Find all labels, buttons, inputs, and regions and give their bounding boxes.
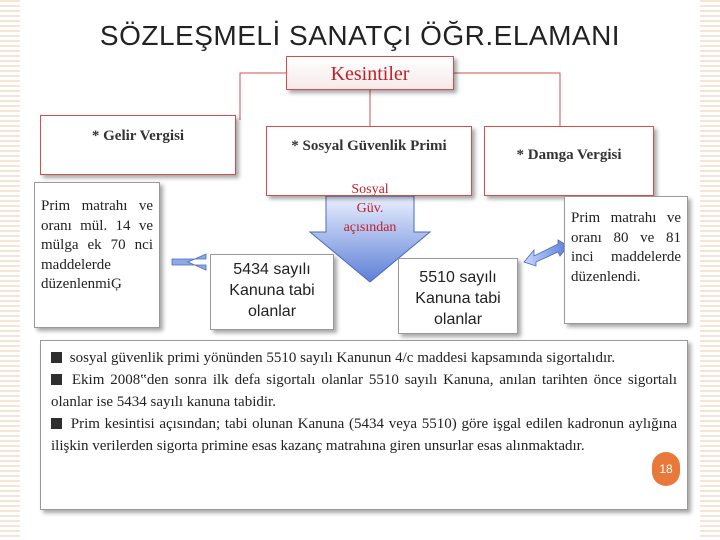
gelir-vergisi-box: * Gelir Vergisi (40, 115, 236, 175)
kanun-5434-box: 5434 sayılı Kanuna tabi olanlar (210, 254, 334, 330)
square-bullet-icon (51, 418, 62, 429)
square-bullet-icon (51, 352, 62, 363)
right-double-arrow (524, 240, 568, 266)
connector-damga (454, 73, 560, 126)
paragraph-text: Prim kesintisi açısından; tabi olunan Kanuna (5434 veya 5510) göre işgal edilen kadronun aylığına ilişkin verilerden sigorta primine esas kazanç matrahına giren unsurlar esas alınmaktadır. (51, 416, 677, 454)
bullet-paragraph (51, 347, 677, 369)
damga-vergisi-box: * Damga Vergisi (484, 126, 654, 196)
sosyal-guvenlik-box: * Sosyal Güvenlik Primi (266, 126, 472, 196)
kesintiler-box: Kesintiler (286, 56, 454, 90)
gelir-detail-box: Prim matrahı ve oranı mül. 14 ve mülga ek 70 nci maddelerde düzenlenmiĢ (34, 182, 160, 328)
square-bullet-icon (51, 374, 62, 385)
info-panel (40, 340, 688, 510)
connector-gelir (240, 73, 286, 120)
paragraph-text: Ekim 2008‟den sonra ilk defa sigortalı olanlar 5510 sayılı Kanuna, anılan tarihten önce sigortalı olanlar ise 5434 sayılı kanuna tabidir. (51, 372, 677, 410)
page-number-badge: 18 (652, 452, 680, 486)
page-title: SÖZLEŞMELİ SANATÇI ÖĞR.ELAMANI (99, 20, 621, 51)
kanun-5510-box: 5510 sayılı Kanuna tabi olanlar (398, 258, 518, 334)
bullet-paragraph (51, 369, 677, 413)
bullet-paragraph (51, 413, 677, 457)
left-arrow (172, 254, 206, 270)
damga-detail-box: Prim matrahı ve oranı 80 ve 81 inci maddelerde düzenlendi. (564, 196, 688, 324)
sosyal-guv-label: Sosyal Güv. açısından (343, 182, 397, 235)
paragraph-text: sosyal güvenlik primi yönünden 5510 sayılı Kanunun 4/c maddesi kapsamında sigortalıdır. (69, 350, 616, 366)
